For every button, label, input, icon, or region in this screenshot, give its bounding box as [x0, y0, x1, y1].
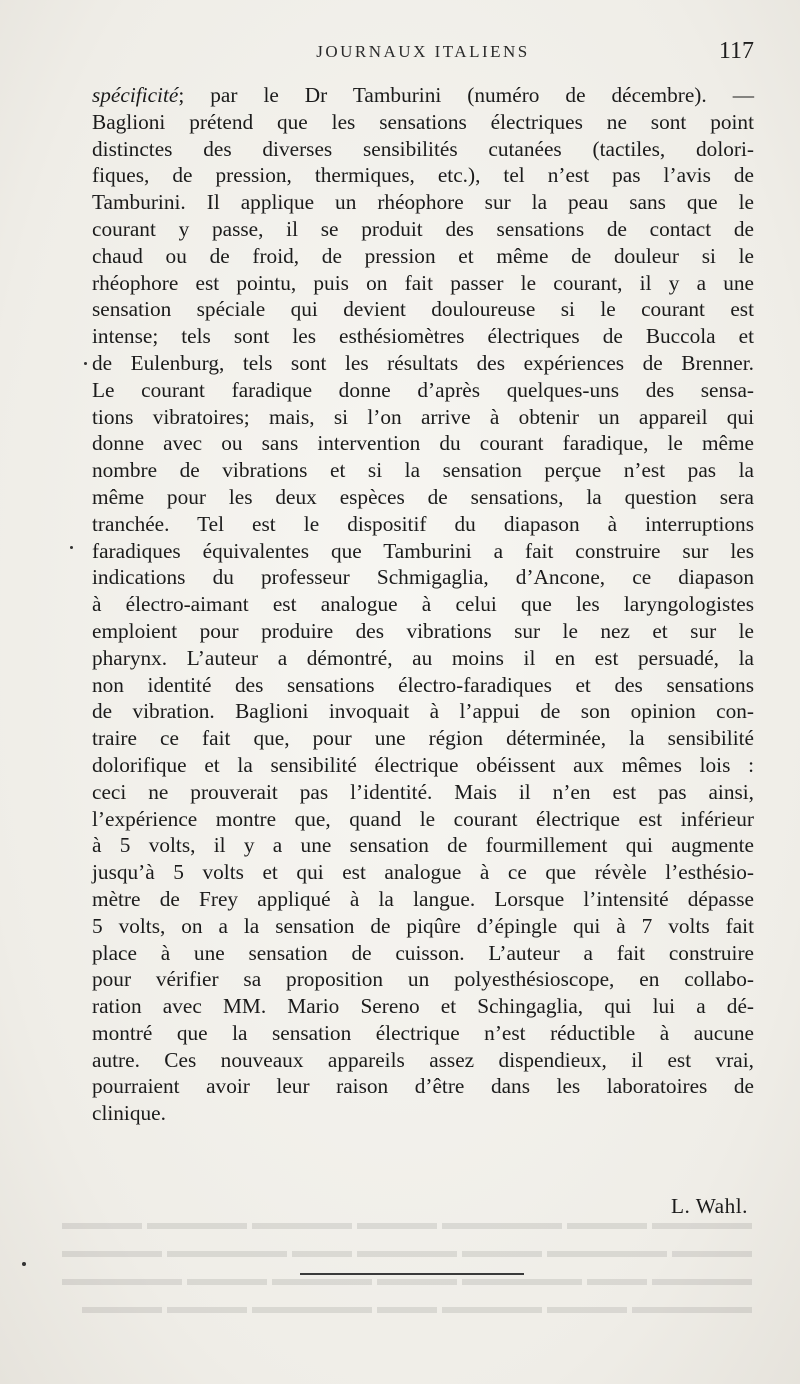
- text-line: intense; tels sont les esthésiomètres électriques de Buccola et: [92, 324, 754, 349]
- text-line: Tamburini. Il applique un rhéophore sur la peau sans que le: [92, 190, 754, 215]
- paper-speck: [22, 1262, 26, 1266]
- text-line: Baglioni prétend que les sensations électriques ne sont point: [92, 109, 754, 134]
- text-line: chaud ou de froid, de pression et même de douleur si le: [92, 243, 754, 268]
- text-line: sensation spéciale qui devient douloureuse si le courant est: [92, 297, 754, 322]
- text-line: faradiques équivalentes que Tamburini a fait construire sur les: [92, 538, 754, 563]
- text-line: pourraient avoir leur raison d’être dans les laboratoires de: [92, 1074, 754, 1099]
- text-line: nombre de vibrations et si la sensation perçue n’est pas la: [92, 458, 754, 483]
- text-line: rhéophore est pointu, puis on fait passer le courant, il y a une: [92, 270, 754, 295]
- text-line: de vibration. Baglioni invoquait à l’appui de son opinion con-: [92, 699, 754, 724]
- text-line: clinique.: [92, 1101, 166, 1126]
- text-line: non identité des sensations électro-faradiques et des sensations: [92, 672, 754, 697]
- text-line: emploient pour produire des vibrations sur le nez et sur le: [92, 618, 754, 643]
- text-line: distinctes des diverses sensibilités cutanées (tactiles, dolori-: [92, 136, 754, 161]
- text-line: à 5 volts, il y a une sensation de fourmillement qui augmente: [92, 833, 754, 858]
- text-line: montré que la sensation électrique n’est réductible à aucune: [92, 1020, 754, 1045]
- page-number: 117: [718, 38, 754, 64]
- article-body: [92, 82, 754, 1127]
- author-signature: L. Wahl.: [670, 1194, 748, 1218]
- text-line: Le courant faradique donne d’après quelques-uns des sensa-: [92, 377, 754, 402]
- text-line: même pour les deux espèces de sensations, la question sera: [92, 484, 754, 509]
- bleed-through-shadow: ▬▬▬▬▬ ▬▬▬ ▬▬▬▬▬▬ ▬▬▬▬ ▬▬▬▬▬ ▬▬▬▬ ▬▬▬▬▬▬: [62, 1268, 752, 1290]
- running-header: [92, 38, 754, 68]
- text-line: spécificité; par le Dr Tamburini (numéro de décembre). —: [92, 83, 754, 107]
- text-line: pharynx. L’auteur a démontré, au moins il en est persuadé, la: [92, 645, 754, 670]
- text-line: mètre de Frey appliqué à la langue. Lorsque l’intensité dépasse: [92, 886, 754, 911]
- text-line: indications du professeur Schmigaglia, d’Ancone, ce diapason: [92, 565, 754, 590]
- text-line: donne avec ou sans intervention du courant faradique, le même: [92, 431, 754, 456]
- text-line: de Eulenburg, tels sont les résultats des expériences de Brenner.: [92, 350, 754, 375]
- text-line: jusqu’à 5 volts et qui est analogue à ce que révèle l’esthésio-: [92, 860, 754, 885]
- text-line: ration avec MM. Mario Sereno et Schingaglia, qui lui a dé-: [92, 994, 754, 1019]
- text-line: à électro-aimant est analogue à celui que les laryngologistes: [92, 592, 754, 617]
- text-line: autre. Ces nouveaux appareils assez dispendieux, il est vrai,: [92, 1047, 754, 1072]
- text-line: ceci ne prouverait pas l’identité. Mais il n’en est pas ainsi,: [92, 779, 754, 804]
- text-line: tions vibratoires; mais, si l’on arrive à obtenir un appareil qui: [92, 404, 754, 429]
- running-title: JOURNAUX ITALIENS: [316, 42, 530, 61]
- paper-speck: [84, 362, 87, 365]
- bleed-through-shadow: ▬▬▬▬▬▬ ▬▬▬▬ ▬▬▬▬▬ ▬▬▬ ▬▬▬▬▬▬ ▬▬▬▬ ▬▬▬▬: [82, 1296, 752, 1318]
- text-line: tranchée. Tel est le dispositif du diapason à interruptions: [92, 511, 754, 536]
- text-line: 5 volts, on a la sensation de piqûre d’épingle qui à 7 volts fait: [92, 913, 754, 938]
- italic-term: spécificité: [92, 83, 179, 107]
- text-line: l’expérience montre que, quand le courant électrique est inférieur: [92, 806, 754, 831]
- text-line: dolorifique et la sensibilité électrique obéissent aux mêmes lois :: [92, 752, 754, 777]
- paper-speck: [70, 546, 73, 549]
- bleed-through-shadow: ▬▬▬▬▬ ▬▬▬▬ ▬▬▬▬▬▬ ▬▬▬▬ ▬▬▬▬▬ ▬▬▬▬▬ ▬▬▬▬: [62, 1212, 752, 1234]
- text-line: place à une sensation de cuisson. L’auteur a fait construire: [92, 940, 754, 965]
- text-line: courant y passe, il se produit des sensations de contact de: [92, 216, 754, 241]
- bleed-through-shadow: ▬▬▬▬ ▬▬▬▬▬▬ ▬▬▬▬ ▬▬▬▬▬ ▬▬▬ ▬▬▬▬▬▬ ▬▬▬▬▬: [62, 1240, 752, 1262]
- text-line: pour vérifier sa proposition un polyesthésioscope, en collabo-: [92, 967, 754, 992]
- text-line: traire ce fait que, pour une région déterminée, la sensibilité: [92, 726, 754, 751]
- text-line: fiques, de pression, thermiques, etc.), tel n’est pas l’avis de: [92, 163, 754, 188]
